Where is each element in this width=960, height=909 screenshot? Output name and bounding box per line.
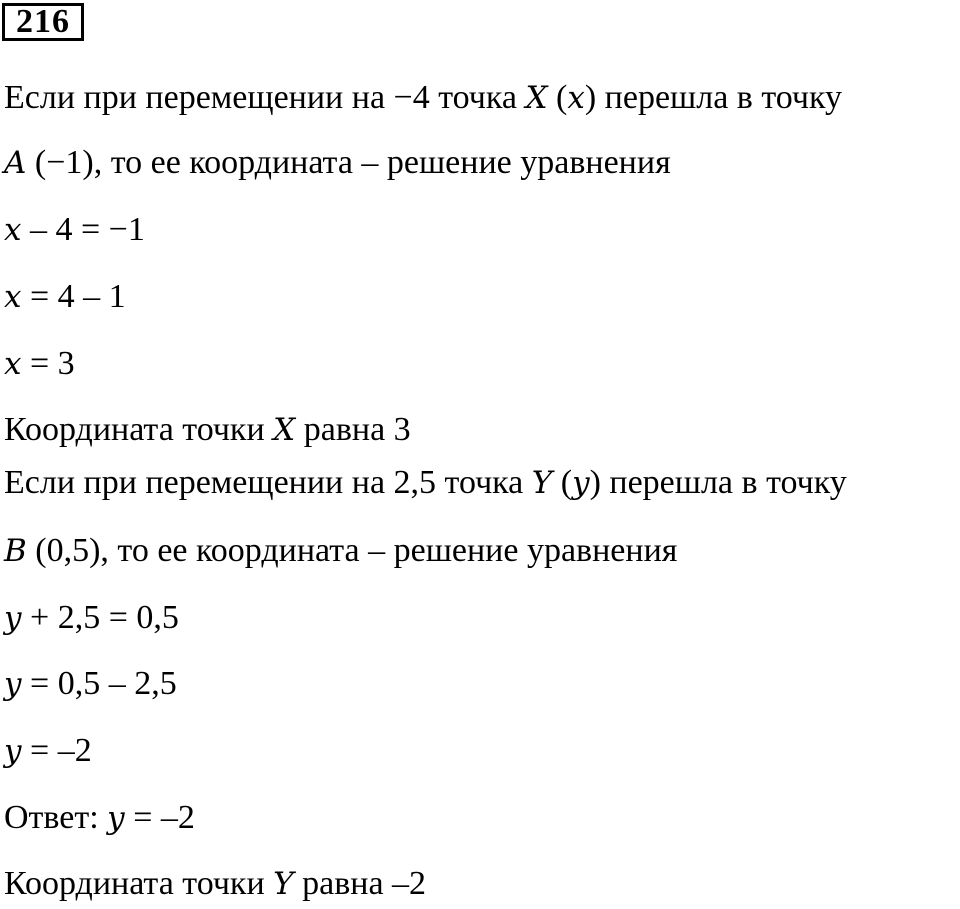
math-variable: y bbox=[107, 800, 125, 836]
equation-line-2 bbox=[4, 277, 126, 317]
text-segment: = 4 – 1 bbox=[21, 278, 126, 315]
text-segment: = 3 bbox=[21, 345, 75, 382]
math-variable: Y bbox=[531, 465, 553, 501]
math-variable: X bbox=[525, 80, 548, 116]
math-variable: x bbox=[4, 279, 22, 315]
text-segment: Если при перемещении на 2,5 точка bbox=[4, 464, 532, 501]
math-variable: y bbox=[572, 465, 590, 501]
equation-line-6 bbox=[4, 731, 92, 771]
problem-number-box: 216 bbox=[2, 3, 84, 41]
math-variable: x bbox=[4, 346, 22, 382]
conclusion-line-1 bbox=[4, 410, 411, 450]
text-line-3 bbox=[4, 463, 847, 503]
conclusion-line-2 bbox=[4, 864, 426, 904]
math-variable: y bbox=[4, 666, 22, 702]
text-segment: Если при перемещении на bbox=[4, 79, 394, 116]
text-segment: −4 bbox=[393, 79, 430, 116]
text-segment: Координата точки bbox=[4, 411, 274, 448]
text-segment: равна –2 bbox=[293, 865, 427, 902]
math-variable: x bbox=[4, 212, 22, 248]
text-segment: точка bbox=[429, 79, 526, 116]
text-line-1 bbox=[4, 78, 842, 118]
answer-line bbox=[4, 798, 195, 838]
math-variable: B bbox=[4, 533, 27, 569]
text-segment: = 0,5 – 2,5 bbox=[21, 665, 177, 702]
text-line-4 bbox=[4, 531, 677, 571]
equation-line-5 bbox=[4, 664, 177, 704]
math-variable: X bbox=[273, 412, 296, 448]
math-variable: A bbox=[4, 145, 27, 181]
math-variable: Y bbox=[273, 866, 294, 902]
text-segment: ( bbox=[552, 464, 573, 501]
text-segment: равна 3 bbox=[295, 411, 411, 448]
math-variable: y bbox=[4, 733, 22, 769]
text-segment: = –2 bbox=[124, 799, 195, 836]
text-segment: Ответ: bbox=[4, 799, 108, 836]
text-segment: ) перешла в точку bbox=[584, 79, 843, 116]
text-segment: Координата точки bbox=[4, 865, 274, 902]
math-variable: y bbox=[4, 600, 22, 636]
text-segment: ) перешла в точку bbox=[589, 464, 847, 501]
text-segment: ( bbox=[547, 79, 568, 116]
text-line-2 bbox=[4, 143, 671, 183]
text-segment: = –2 bbox=[21, 732, 92, 769]
text-segment: (0,5), то ее координата – решение уравнения bbox=[26, 532, 678, 569]
text-segment: + 2,5 = 0,5 bbox=[21, 599, 179, 636]
equation-line-1 bbox=[4, 210, 145, 250]
equation-line-4 bbox=[4, 598, 179, 638]
math-variable: x bbox=[567, 80, 585, 116]
equation-line-3 bbox=[4, 344, 75, 384]
text-segment: – 4 = −1 bbox=[21, 211, 145, 248]
text-segment: (−1), то ее координата – решение уравнения bbox=[26, 144, 671, 181]
